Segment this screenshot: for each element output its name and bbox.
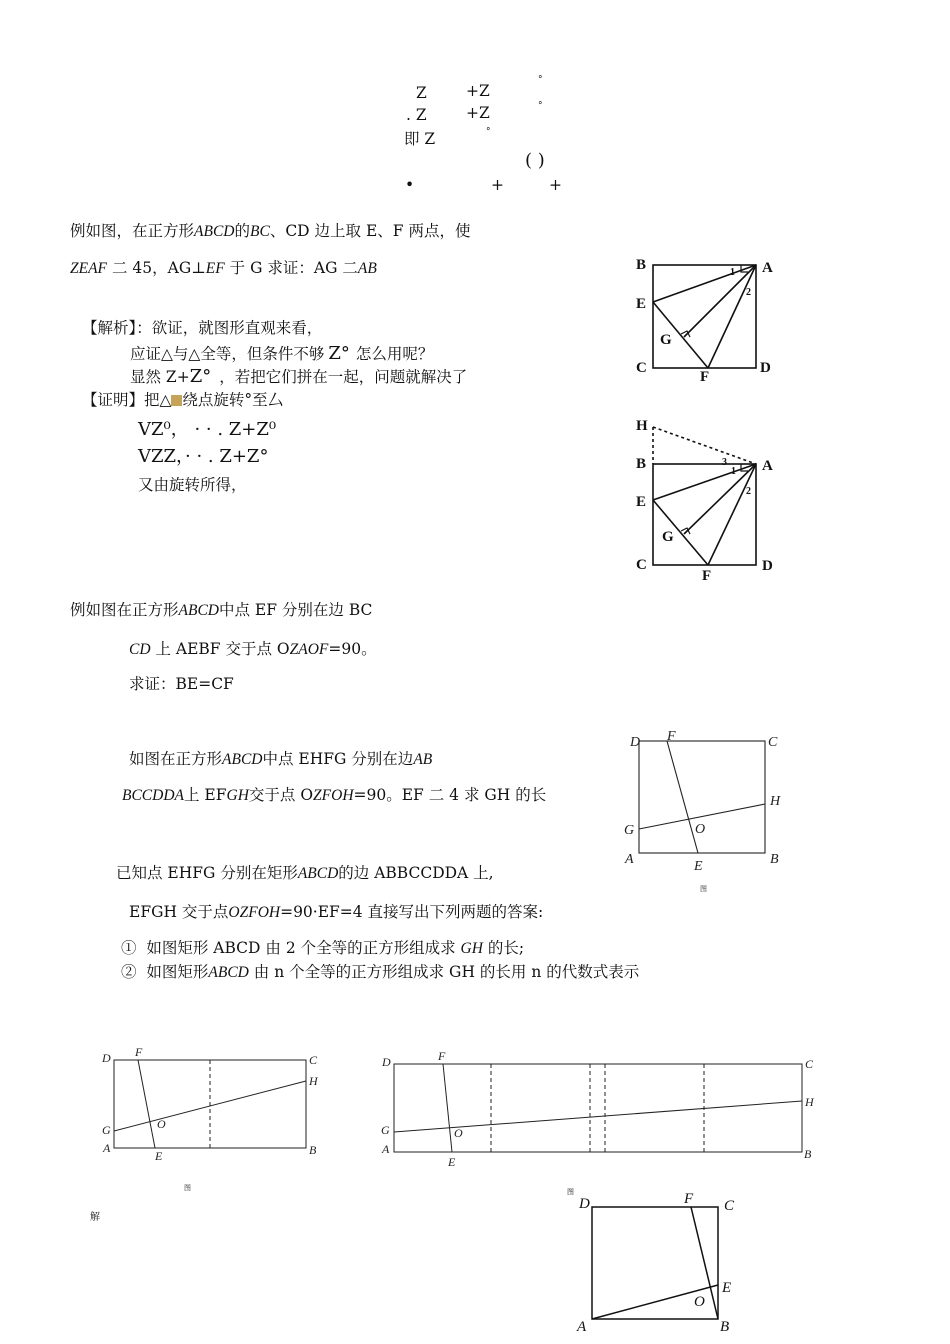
fig3-label-a: A [625,852,634,867]
fig3-label-b: B [770,852,779,867]
frag-z1: Z [416,84,427,102]
ex4-ozfoh: OZFOH [228,904,281,921]
highlight-mark [171,395,182,406]
fig6-label-o: O [694,1294,705,1310]
fig2-label-h: H [636,418,648,434]
ex3-d: 交于点 O [248,786,314,804]
analysis-line3-sym: Z° [189,366,212,387]
example1-line1 [70,224,470,240]
fig2-label-c: C [636,557,647,573]
fig1-angle-2: 2 [746,287,751,298]
ex1-abcd: ABCD [194,223,235,240]
fig5-label-b: B [804,1147,812,1161]
proof-a: 【证明】把△ [82,391,172,409]
ex4-d: EFGH 交于点 [129,903,229,921]
proof-step2: VZZ，· · . Z+Z° [138,446,269,467]
example2-line2 [129,642,377,658]
ex2-c: 中点 EF 分别在边 BC [218,601,373,619]
fig1-label-g: G [660,332,672,348]
fig4-label-e: E [155,1149,163,1163]
ex2-abcd: ABCD [178,602,219,619]
frag-plus4: + [549,176,562,194]
fig1-label-c: C [636,360,647,376]
ex1-text-d: 二 45，AG⊥ [111,259,206,277]
ex4-e: =90·EF=4 直接写出下列两题的答案: [280,903,544,921]
ex1-text-a: 例如图，在正方形 [70,222,195,240]
ex4-abcd: ABCD [297,865,339,882]
fig6-label-e: E [722,1280,732,1296]
fig4-label-b: B [309,1143,317,1157]
fig5-label-d: D [382,1055,391,1069]
ex1-ab: AB [357,260,377,277]
frag-deg2: ° [538,101,543,111]
figure3-square-efgh [618,728,798,896]
example4-item1 [121,941,524,957]
fig6-label-a: A [577,1319,587,1335]
ex1-text-c: 、CD 边上取 E、F 两点，使 [269,222,471,240]
example4-line2 [129,905,543,921]
fig1-label-a: A [762,260,773,276]
analysis-line3-a: 显然 Z+ [130,368,190,386]
ex2-e: =90。 [328,640,377,658]
fig1-label-f: F [700,369,710,382]
fig4-line-ef [138,1060,155,1148]
fig2-label-b: B [636,456,647,472]
figure6-solution-rectangle [560,1182,750,1338]
ex3-gh: GH [226,787,249,804]
frag-z2: . Z [406,106,427,124]
fig4-label-f: F [135,1045,143,1059]
fig3-label-e: E [694,859,703,874]
fig4-caption: 图 [184,1184,191,1192]
ex4-a: 已知点 EHFG 分别在矩形 [116,864,298,882]
fig2-label-f: F [702,568,712,584]
fig4-label-h: H [309,1074,318,1088]
fig2-label-a: A [762,458,773,474]
frag-parens: ( ) [525,150,545,171]
fig2-line-ha [653,427,756,464]
fig1-label-e: E [636,296,647,312]
ex1-bc: BC [250,223,270,240]
ex3-bccdda: BCCDDA [122,787,184,804]
fig1-label-b: B [636,257,647,273]
fig5-label-c: C [805,1057,814,1071]
figure1-square-diagram [628,252,784,382]
fig3-label-d: D [630,735,641,750]
analysis-line2-tail: 怎么用呢？ [355,345,434,363]
fig6-label-c: C [724,1198,735,1214]
fig2-angle-2: 2 [746,486,751,497]
fig2-angle-1: 1 [731,466,736,477]
fig3-caption: 图 [700,885,707,893]
example4-item2 [121,965,639,981]
example2-line1 [70,603,372,619]
analysis-line3 [130,368,467,386]
fig6-label-b: B [720,1319,730,1335]
item1-gh: GH [460,940,483,957]
frag-ji: 即 Z [404,130,436,148]
example3-line2 [122,788,546,804]
item2-abcd: ABCD [208,964,249,981]
ex3-f: =90。EF 二 4 求 GH 的长 [353,786,547,804]
fig1-label-d: D [760,360,771,376]
ex4-c: 的边 ABBCCDDA 上, [338,864,494,882]
fig3-label-h: H [770,794,781,809]
solution-label: 解 [90,1212,100,1223]
ex3-zfoh: ZFOH [313,787,354,804]
fig2-line-af [708,464,756,565]
analysis-line3-tail: ，若把它们拼在一起，问题就解决了 [219,368,468,386]
frag-deg1: ° [538,75,543,85]
proof-line [82,393,283,409]
fig6-label-f: F [684,1191,694,1207]
fig4-label-g: G [102,1123,111,1137]
item2-text-a: 如图矩形 [146,963,209,981]
fig2-line-ag [684,464,756,534]
example3-line1 [129,752,432,768]
item1-text-c: 的长; [487,939,525,957]
item1-text-a: 如图矩形 ABCD 由 2 个全等的正方形组成求 [146,939,456,957]
figure4-two-square-rectangle [98,1044,338,1192]
fig5-label-f: F [438,1049,446,1063]
ex1-text-b: 的 [234,222,250,240]
example4-line1 [116,866,494,882]
ex2-cd: CD [129,641,151,658]
ex3-b: 上 EF [184,786,227,804]
item2-text-c: 由 n 个全等的正方形组成求 GH 的长用 n 的代数式表示 [253,963,640,981]
frag-bullet: • [405,176,415,194]
figure2-rotation-diagram [628,414,784,584]
analysis-line2-sym: Z° [328,343,350,364]
item1-number: ① [121,939,137,957]
ex2-d: 上 AEBF 交于点 O [155,640,290,658]
item2-number: ② [121,963,137,981]
figure5-n-square-rectangle [374,1044,822,1174]
ex2-a: 例如图在正方形 [70,601,179,619]
fig3-line-ef [667,741,698,853]
proof-b: 绕点旋转°至厶 [182,391,284,409]
frag-plus2: +Z [466,104,490,122]
proof-step1: VZ⁰， · · . Z+Z⁰ [138,419,277,440]
fig2-label-g: G [662,529,674,545]
analysis-line2 [130,345,433,363]
ex3-a: 如图在正方形 [129,750,223,768]
fig1-line-ag [684,265,756,337]
fig4-label-o: O [157,1117,166,1131]
fig3-label-f: F [667,729,676,744]
fig1-angle-1: 1 [730,267,735,278]
ex1-ef: EF [205,260,225,277]
fig4-label-a: A [103,1141,111,1155]
ex1-zeaf: ZEAF [70,260,108,277]
ex3-c: 中点 EHFG 分别在边 [262,750,414,768]
ex1-text-e: 于 G 求证：AG 二 [229,259,358,277]
fig6-label-d: D [579,1196,590,1212]
fig5-label-a: A [382,1142,390,1156]
frag-plus3: + [491,176,504,194]
analysis-line2-a: 应证△与△全等，但条件不够 [130,345,325,363]
frag-deg3: ° [486,127,491,137]
fig5-label-e: E [448,1155,456,1169]
fig3-label-c: C [768,735,778,750]
fig5-label-g: G [381,1123,390,1137]
fig3-label-g: G [624,823,635,838]
fig3-label-o: O [695,822,706,837]
fig4-label-c: C [309,1053,318,1067]
fig4-label-d: D [102,1051,111,1065]
fig5-label-h: H [805,1095,814,1109]
ex3-abcd: ABCD [222,751,263,768]
fig5-label-o: O [454,1126,463,1140]
example2-line3: 求证：BE=CF [129,675,234,693]
frag-plus1: +Z [466,82,490,100]
proof-step3: 又由旋转所得， [138,476,247,494]
ex3-ab: AB [413,751,433,768]
analysis-line1: 【解析】：欲证，就图形直观来看， [82,319,323,337]
fig2-label-e: E [636,494,647,510]
fig2-label-d: D [762,558,773,574]
fig6-caption: 图 [567,1188,574,1196]
example1-line2 [70,261,377,277]
fig5-line-ef [443,1064,452,1152]
ex2-zaof: ZAOF [289,641,329,658]
fig2-angle-3: 3 [722,457,727,468]
